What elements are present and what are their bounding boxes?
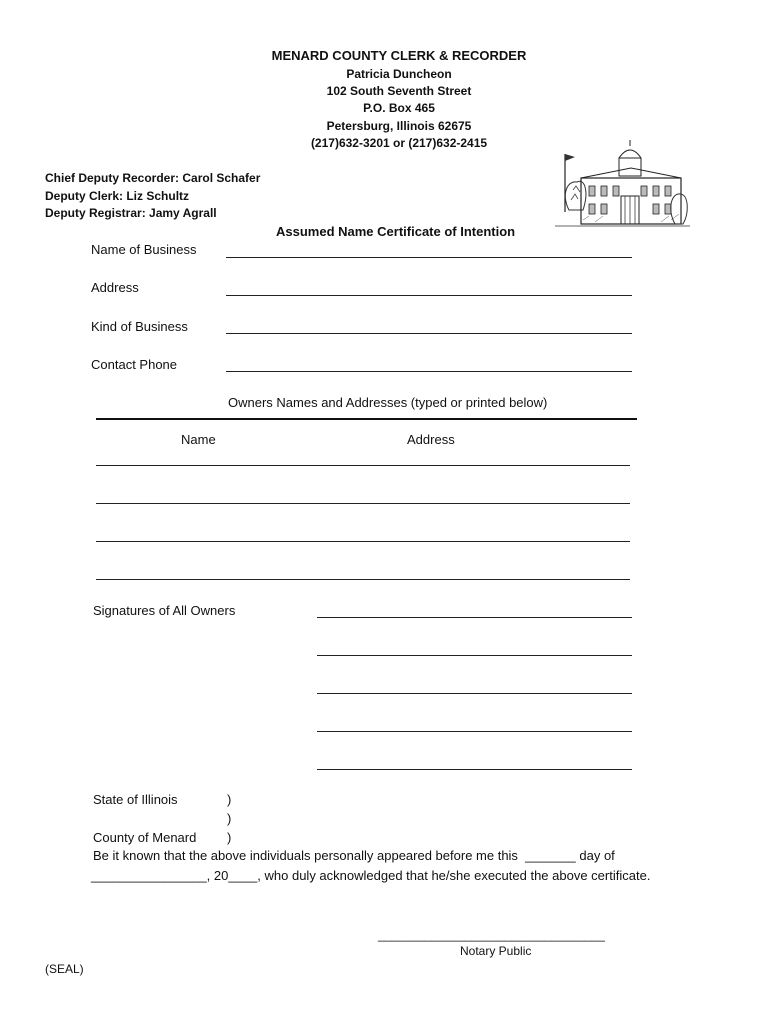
seal-label: (SEAL) — [45, 962, 84, 976]
field-label-kind-of-business: Kind of Business — [91, 319, 188, 334]
owner-line[interactable] — [96, 579, 630, 580]
contact-phone-line[interactable] — [226, 371, 632, 372]
chief-deputy-recorder: Chief Deputy Recorder: Carol Schafer — [45, 171, 261, 185]
signature-line[interactable] — [317, 731, 632, 732]
office-title: MENARD COUNTY CLERK & RECORDER — [271, 48, 527, 63]
paren: ) — [227, 830, 232, 845]
owner-line[interactable] — [96, 503, 630, 504]
signature-line[interactable] — [317, 769, 632, 770]
field-label-business-name: Name of Business — [91, 242, 197, 257]
signature-line[interactable] — [317, 655, 632, 656]
signatures-label: Signatures of All Owners — [93, 603, 236, 618]
deputy-registrar: Deputy Registrar: Jamy Agrall — [45, 206, 217, 220]
notary-statement-line2: ________________, 20____, who duly acknowledged that he/she executed the above certificate. — [91, 868, 651, 883]
signature-line[interactable] — [317, 693, 632, 694]
owners-col-address: Address — [407, 432, 455, 447]
street-address: 102 South Seventh Street — [326, 84, 472, 98]
notary-signature-line[interactable]: __________________________________ — [378, 928, 605, 942]
state-label: State of Illinois — [93, 792, 178, 807]
paren: ) — [227, 792, 232, 807]
field-label-contact-phone: Contact Phone — [91, 357, 178, 372]
kind-of-business-line[interactable] — [226, 333, 632, 334]
owners-col-name: Name — [181, 432, 216, 447]
county-label: County of Menard — [93, 830, 197, 845]
notary-public-label: Notary Public — [460, 944, 532, 958]
form-title: Assumed Name Certificate of Intention — [276, 224, 516, 239]
phone-numbers: (217)632-3201 or (217)632-2415 — [310, 136, 488, 150]
deputy-clerk: Deputy Clerk: Liz Schultz — [45, 189, 190, 203]
field-label-address: Address — [91, 280, 139, 295]
po-box: P.O. Box 465 — [363, 101, 435, 115]
city-state-zip: Petersburg, Illinois 62675 — [326, 119, 472, 133]
address-line[interactable] — [226, 295, 632, 296]
owner-line[interactable] — [96, 465, 630, 466]
owner-line[interactable] — [96, 541, 630, 542]
notary-statement-line1: Be it known that the above individuals personally appeared before me this _______ day of — [93, 848, 615, 863]
courthouse-icon — [555, 140, 690, 232]
signature-line[interactable] — [317, 617, 632, 618]
owners-divider — [96, 418, 637, 420]
owners-heading: Owners Names and Addresses (typed or printed below) — [228, 395, 548, 410]
business-name-line[interactable] — [226, 257, 632, 258]
clerk-name: Patricia Duncheon — [346, 67, 452, 81]
paren: ) — [227, 811, 232, 826]
